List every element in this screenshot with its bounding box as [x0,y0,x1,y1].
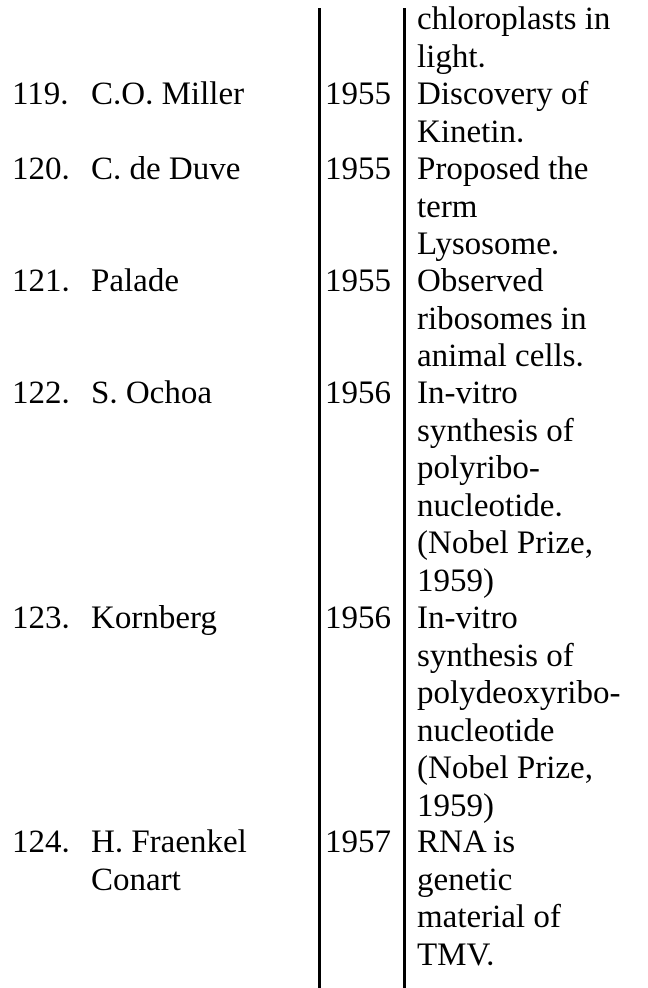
desc-line: animal cells. [417,338,584,374]
entry-number: 121. [12,263,70,299]
name-line: S. Ochoa [91,375,212,411]
scientist-name [91,151,240,189]
name-line: H. Fraenkel [91,824,247,860]
entry-number: 124. [12,824,70,860]
entry-description [417,375,593,600]
entry-number: 119. [12,76,69,112]
desc-line: chloroplasts in [417,1,611,37]
entry-description [417,600,620,825]
desc-line: synthesis of [417,637,574,674]
entry-number: 120. [12,151,70,187]
entry-year: 1955 [325,263,391,299]
column-rule-right [403,8,406,988]
scientist-name [91,824,247,899]
continuation-desc [417,1,610,76]
name-line: Conart [91,861,181,898]
desc-line: (Nobel Prize, [417,525,593,561]
column-rule-left [318,8,321,988]
entry-year: 1956 [325,375,391,411]
entry-number: 122. [12,375,70,411]
entry-year: 1955 [325,151,391,187]
entry-description [417,824,561,974]
desc-line: TMV. [417,936,495,973]
desc-line: Discovery of [417,76,589,112]
name-line: Palade [91,263,179,299]
desc-line: synthesis of [417,412,574,449]
desc-line: polydeoxyribo- [417,675,621,711]
desc-line: In-vitro [417,600,518,636]
entry-year: 1955 [325,76,391,112]
scientist-name [91,263,179,301]
entry-description [417,76,588,151]
desc-line: ribosomes in [417,300,587,337]
desc-line: Observed [417,263,544,299]
desc-line: nucleotide [417,712,555,749]
desc-line: RNA is [417,824,516,860]
scientist-name [91,375,212,413]
name-line: C. de Duve [91,151,241,187]
name-line: Kornberg [91,600,217,636]
desc-line: Kinetin. [417,113,525,150]
desc-line: nucleotide. [417,487,563,524]
scientist-name [91,600,217,638]
entry-year: 1956 [325,600,391,636]
desc-line: genetic [417,861,513,898]
entry-description [417,151,588,264]
desc-line: Proposed the [417,151,589,187]
entry-number: 123. [12,600,70,636]
desc-line: In-vitro [417,375,518,411]
desc-line: (Nobel Prize, [417,750,593,786]
desc-line: light. [417,38,486,75]
name-line: C.O. Miller [91,76,245,112]
scientist-name [91,76,244,114]
entry-description [417,263,587,376]
desc-line: 1959) [417,787,494,824]
entry-year: 1957 [325,824,391,860]
desc-line: 1959) [417,562,494,599]
desc-line: material of [417,899,561,935]
desc-line: Lysosome. [417,226,560,262]
desc-line: polyribo- [417,450,540,486]
desc-line: term [417,188,478,225]
